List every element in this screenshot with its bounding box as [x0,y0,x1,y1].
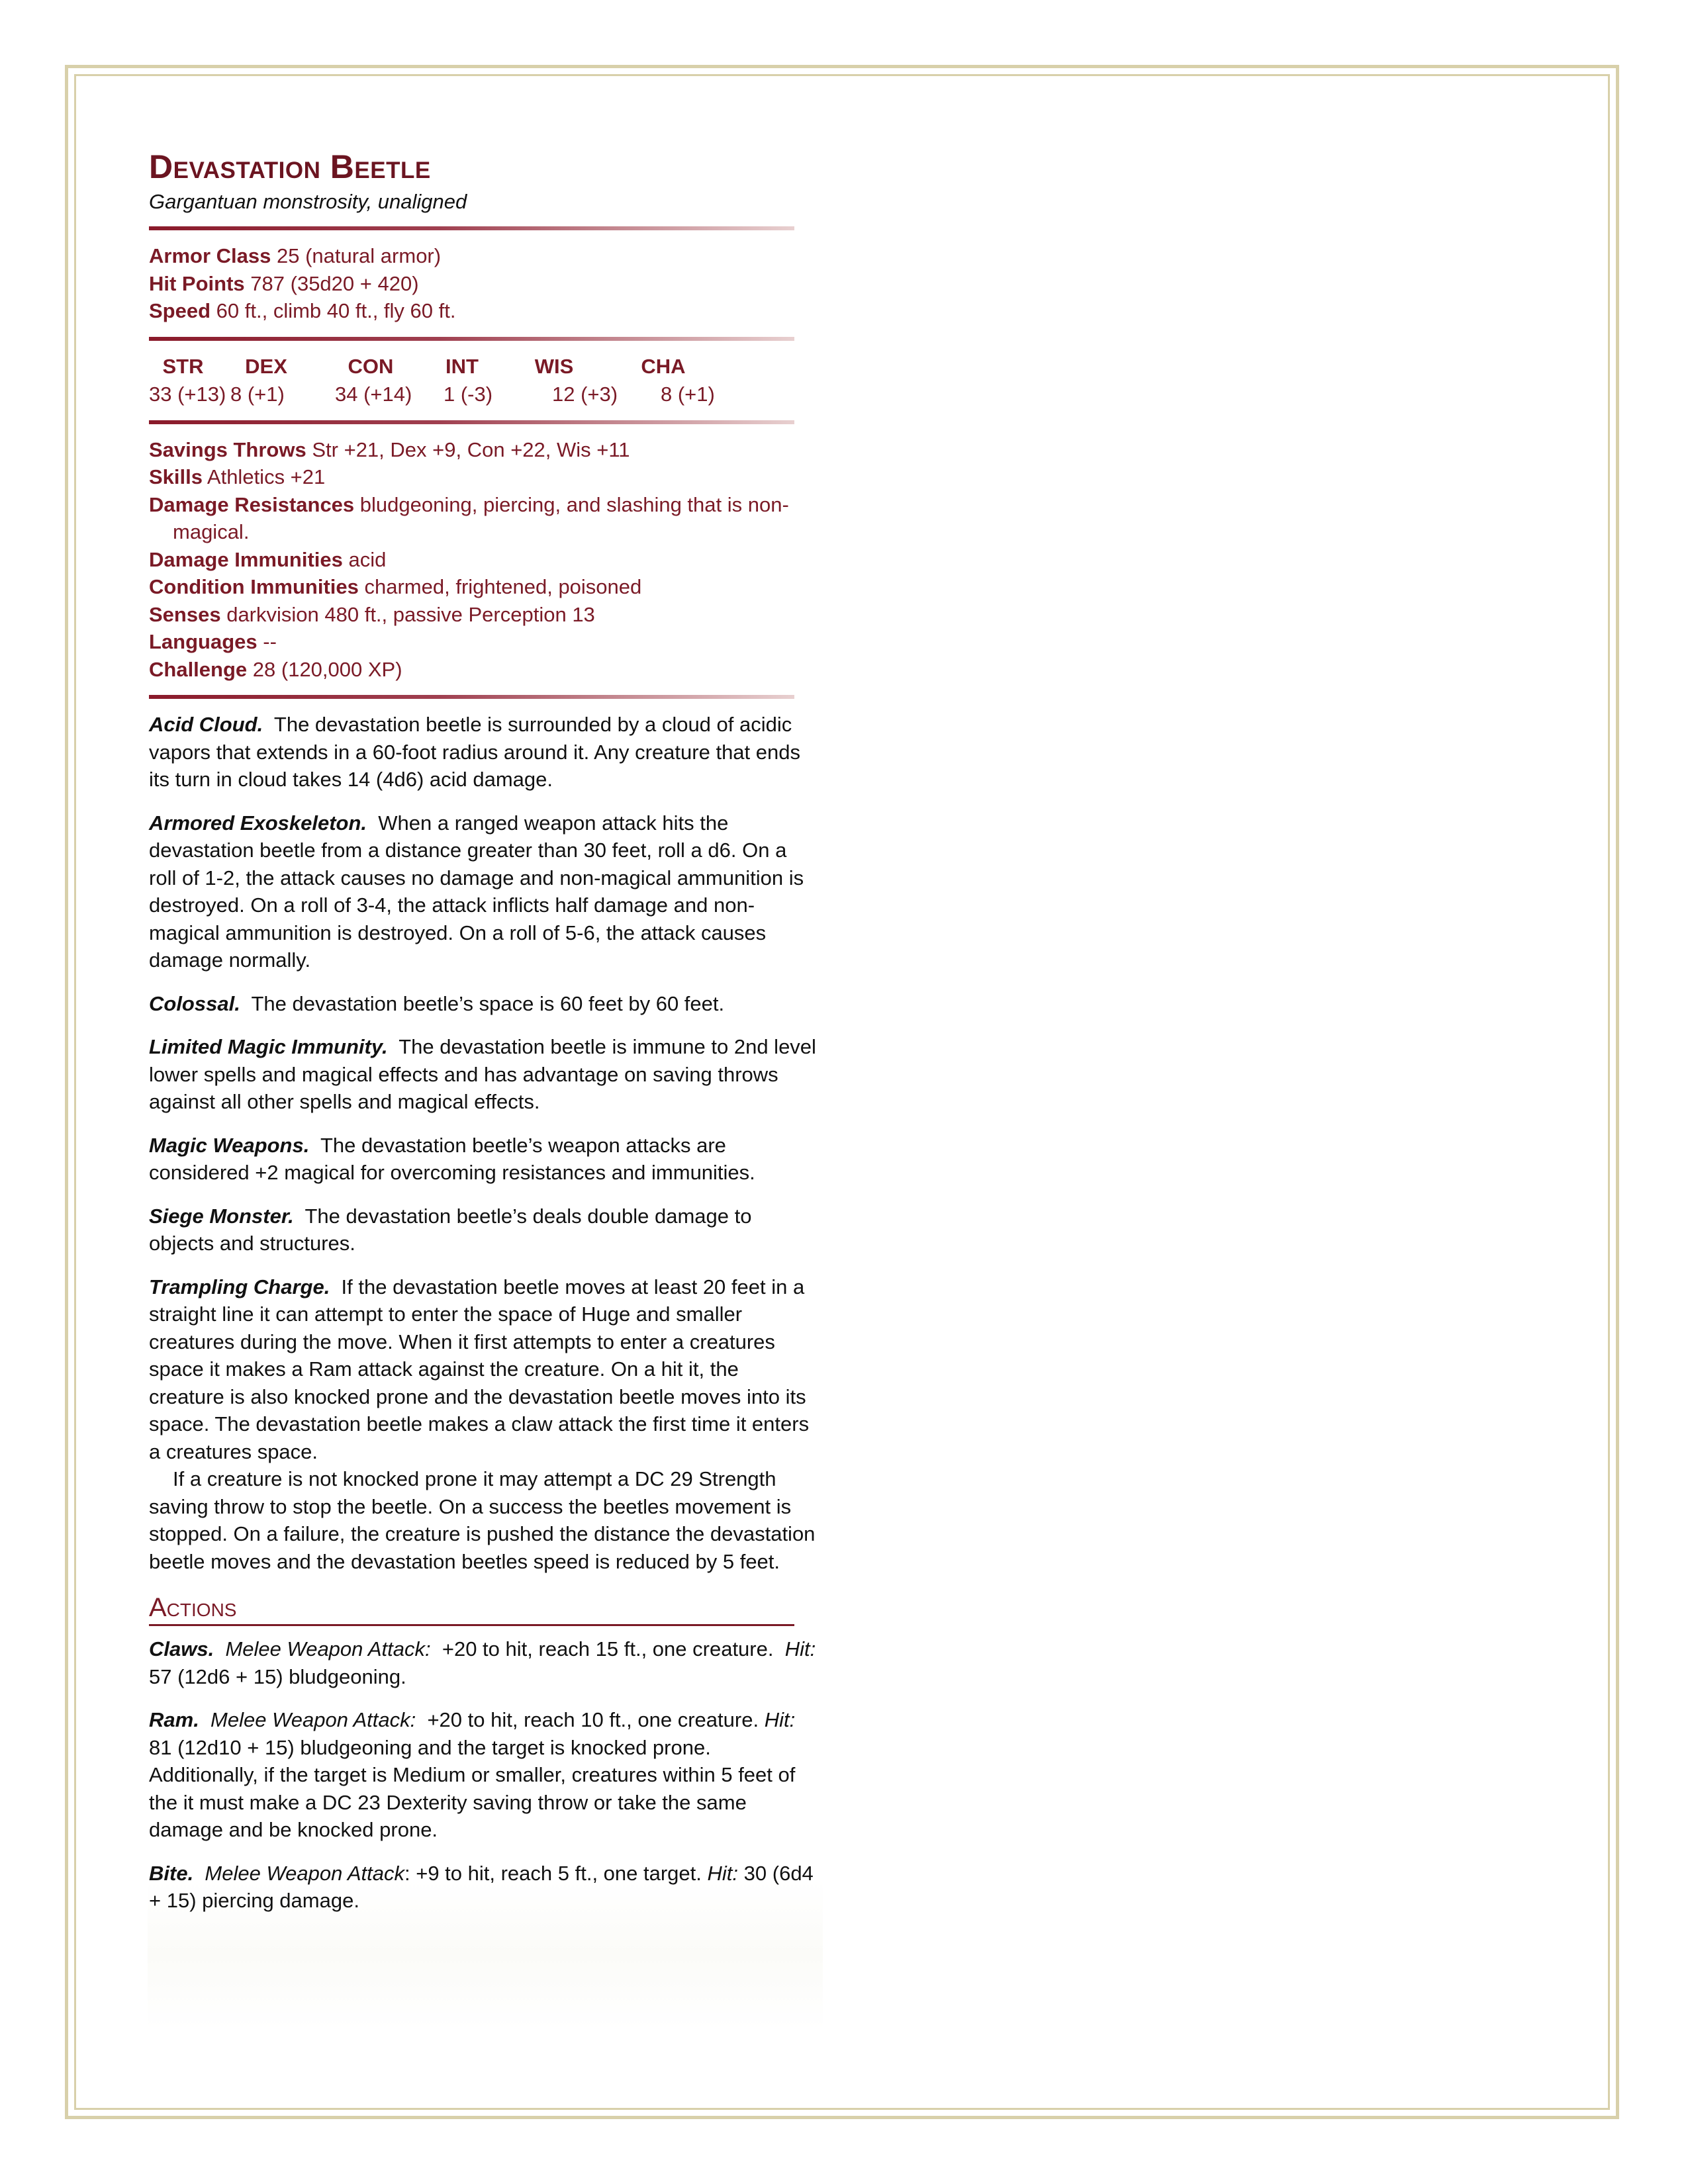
languages: Languages -- [149,630,277,653]
skills: Skills Athletics +21 [149,465,326,488]
action-claws: Claws. Melee Weapon Attack: +20 to hit, reach 15 ft., one creature. Hit: 57 (12d6 + 15) bludgeoning. [149,1637,816,1688]
damage-resistances: Damage Resistances bludgeoning, piercing, and slashing that is non-magical. [149,492,789,543]
ability-cha-label: CHA [641,354,686,378]
ability-int-label: INT [445,354,479,378]
ability-str-label: STR [162,354,204,378]
monster-type: Gargantuan monstrosity, unaligned [149,190,467,213]
ability-int-score: 1 (-3) [444,382,493,406]
senses: Senses darkvision 480 ft., passive Perception 13 [149,602,595,626]
armor-class: Armor Class 25 (natural armor) [149,244,442,267]
ability-headers [149,353,818,381]
hit-points: Hit Points 787 (35d20 + 420) [149,271,419,295]
damage-immunities: Damage Immunities acid [149,547,387,571]
condition-immunities: Condition Immunities charmed, frightened, poisoned [149,575,642,598]
divider [149,226,794,230]
trait-trampling-charge: Trampling Charge. If the devastation beetle moves at least 20 feet in a straight line it can attempt to enter the space of Huge and smaller creatures during the move. When it first attempts to enter a creatures space it makes a Ram attack against the creature. On a hit it, the creature is also knocked prone and the devastation beetle moves into its space. The devastation beetle makes a claw attack the first time it enters a creatures space. [149,1275,810,1463]
trait-trampling-charge-continued: If a creature is not knocked prone it may attempt a DC 29 Strength saving throw to stop the beetle. On a success the beetles movement is stopped. On a failure, the creature is pushed the distance the devastation beetle moves and the devastation beetles speed is reduced by 5 feet. [149,1467,816,1573]
ability-wis-score: 12 (+3) [552,382,618,406]
trait-acid-cloud: Acid Cloud. The devastation beetle is surrounded by a cloud of acidic vapors that extends in a 60-foot radius around it. Any creature that ends its turn in cloud takes 14 (4d6) acid damage. [149,713,800,791]
actions-heading: Actions [149,1592,794,1626]
trait-siege-monster: Siege Monster. The devastation beetle’s deals double damage to objects and structures. [149,1204,752,1255]
trait-magic-weapons: Magic Weapons. The devastation beetle’s weapon attacks are considered +2 magical for overcoming resistances and immunities. [149,1133,755,1184]
speed: Speed 60 ft., climb 40 ft., fly 60 ft. [149,299,456,322]
ability-dex-label: DEX [245,354,287,378]
saving-throws: Savings Throws Str +21, Dex +9, Con +22, Wis +11 [149,437,630,461]
action-bite: Bite. Melee Weapon Attack: +9 to hit, reach 5 ft., one target. Hit: 30 (6d4 + 15) piercing damage. [149,1861,814,1912]
trait-armored-exoskeleton: Armored Exoskeleton. When a ranged weapon attack hits the devastation beetle from a distance greater than 30 feet, roll a d6. On a roll of 1-2, the attack causes no damage and non-magical ammunition is destroyed. On a roll of 3-4, the attack inflicts half damage and non-magical ammunition is destroyed. On a roll of 5-6, the attack causes damage normally. [149,811,804,972]
ability-cha-score: 8 (+1) [661,382,715,406]
trait-limited-magic-immunity: Limited Magic Immunity. The devastation beetle is immune to 2nd level lower spells and magical effects and has advantage on saving throws against all other spells and magical effects. [149,1035,816,1113]
monster-name: Devastation Beetle [149,148,431,185]
action-ram: Ram. Melee Weapon Attack: +20 to hit, reach 10 ft., one creature. Hit: 81 (12d10 + 15) bludgeoning and the target is knocked prone. Additionally, if the target is Medium or smaller, creatures within 5 feet of the it must make a DC 23 Dexterity saving throw or take the same damage and be knocked prone. [149,1708,796,1841]
trait-colossal: Colossal. The devastation beetle’s space is 60 feet by 60 feet. [149,991,725,1015]
ability-scores [149,381,818,408]
ability-con-label: CON [348,354,394,378]
ability-str-score: 33 (+13) [149,382,226,406]
divider [149,420,794,424]
divider [149,695,794,699]
ability-dex-score: 8 (+1) [230,382,285,406]
ability-con-score: 34 (+14) [335,382,412,406]
challenge: Challenge 28 (120,000 XP) [149,657,402,681]
divider [149,337,794,341]
stat-block [149,147,818,1931]
ability-wis-label: WIS [534,354,574,378]
